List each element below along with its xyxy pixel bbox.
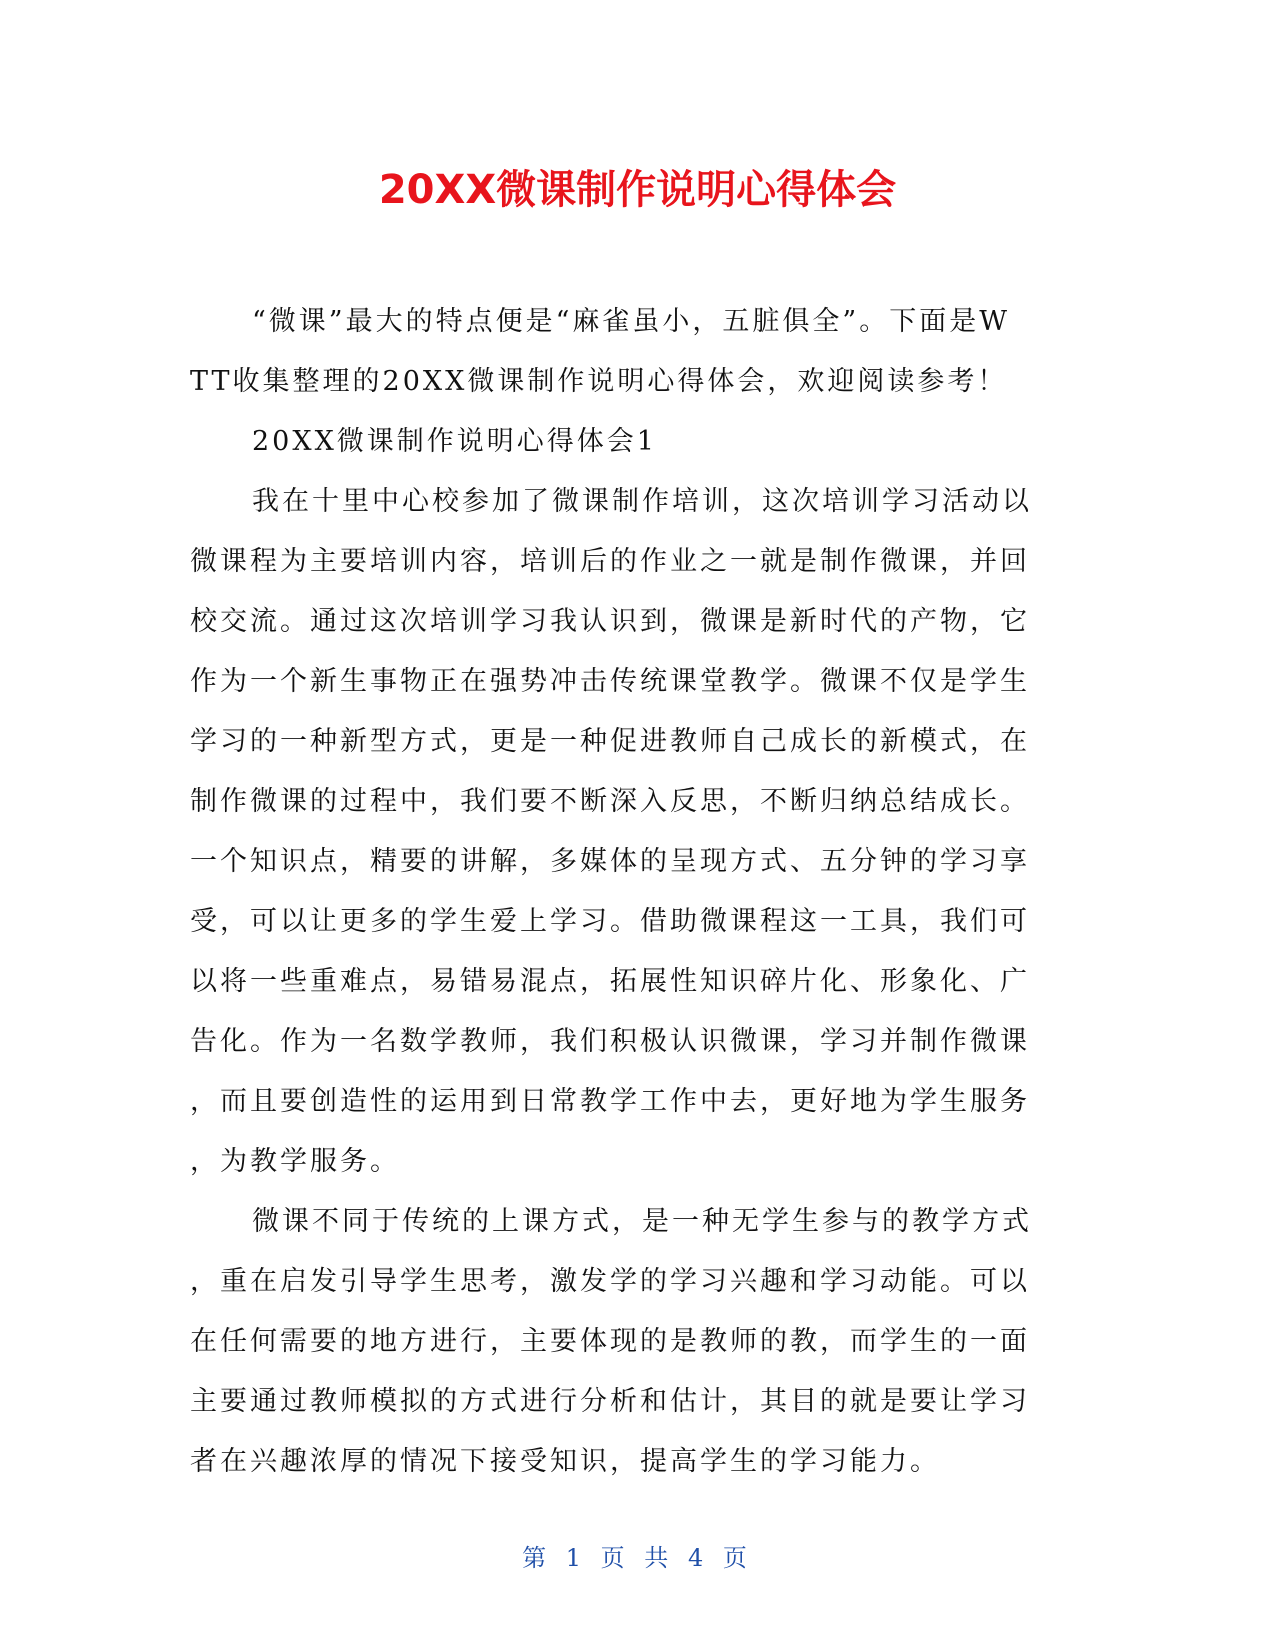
intro-line: TT收集整理的20XX微课制作说明心得体会，欢迎阅读参考！	[190, 366, 1008, 397]
document-title: 20XX微课制作说明心得体会	[378, 167, 897, 213]
paragraph-line: 校交流。通过这次培训学习我认识到，微课是新时代的产物，它	[190, 606, 1030, 637]
intro-line: “微课”最大的特点便是“麻雀虽小，五脏俱全”。下面是W	[252, 306, 1010, 337]
paragraph-line: 微课程为主要培训内容，培训后的作业之一就是制作微课，并回	[190, 546, 1030, 577]
paragraph-line: ，而且要创造性的运用到日常教学工作中去，更好地为学生服务	[190, 1086, 1030, 1117]
paragraph-line: 制作微课的过程中，我们要不断深入反思，不断归纳总结成长。	[190, 786, 1030, 817]
paragraph-line: 者在兴趣浓厚的情况下接受知识，提高学生的学习能力。	[190, 1446, 940, 1477]
paragraph-2	[190, 1192, 1062, 1492]
paragraph-line: 微课不同于传统的上课方式，是一种无学生参与的教学方式	[252, 1206, 1032, 1237]
paragraph-line: 在任何需要的地方进行，主要体现的是教师的教，而学生的一面	[190, 1326, 1030, 1357]
paragraph-line: 一个知识点，精要的讲解，多媒体的呈现方式、五分钟的学习享	[190, 846, 1030, 877]
paragraph-line: 作为一个新生事物正在强势冲击传统课堂教学。微课不仅是学生	[190, 666, 1030, 697]
page-footer: 第 1 页 共 4 页	[522, 1544, 753, 1572]
paragraph-line: 受，可以让更多的学生爱上学习。借助微课程这一工具，我们可	[190, 906, 1030, 937]
intro-paragraph	[190, 292, 1062, 412]
paragraph-line: 以将一些重难点，易错易混点，拓展性知识碎片化、形象化、广	[190, 966, 1030, 997]
paragraph-line: 主要通过教师模拟的方式进行分析和估计，其目的就是要让学习	[190, 1386, 1030, 1417]
paragraph-line: 告化。作为一名数学教师，我们积极认识微课，学习并制作微课	[190, 1026, 1030, 1057]
paragraph-line: ，为教学服务。	[190, 1146, 400, 1177]
document-body	[190, 292, 1062, 1492]
paragraph-line: ，重在启发引导学生思考，激发学的学习兴趣和学习动能。可以	[190, 1266, 1030, 1297]
section-heading	[190, 412, 1062, 472]
paragraph-1	[190, 472, 1062, 1192]
paragraph-line: 我在十里中心校参加了微课制作培训，这次培训学习活动以	[252, 486, 1032, 517]
paragraph-line: 学习的一种新型方式，更是一种促进教师自己成长的新模式，在	[190, 726, 1030, 757]
section-heading-text: 20XX微课制作说明心得体会1	[252, 426, 657, 457]
